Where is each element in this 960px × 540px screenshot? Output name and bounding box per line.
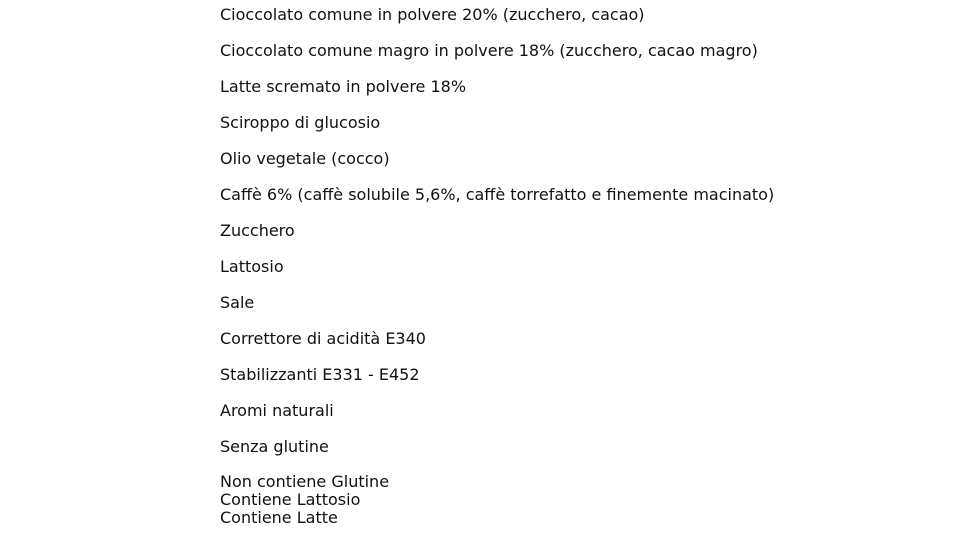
ingredient-item: Cioccolato comune magro in polvere 18% (zucchero, cacao magro) <box>220 41 758 60</box>
ingredient-item: Olio vegetale (cocco) <box>220 149 390 168</box>
ingredient-item: Caffè 6% (caffè solubile 5,6%, caffè torrefatto e finemente macinato) <box>220 185 775 204</box>
ingredient-item: Senza glutine <box>220 437 329 456</box>
allergen-line: Contiene Lattosio <box>220 490 361 509</box>
ingredient-item: Lattosio <box>220 257 284 276</box>
ingredient-item: Sale <box>220 293 255 312</box>
ingredient-list <box>220 5 920 527</box>
ingredient-item: Cioccolato comune in polvere 20% (zucchero, cacao) <box>220 5 645 24</box>
ingredient-item: Aromi naturali <box>220 401 334 420</box>
ingredient-item: Correttore di acidità E340 <box>220 329 426 348</box>
allergen-line: Contiene Latte <box>220 508 338 527</box>
ingredient-item: Stabilizzanti E331 - E452 <box>220 365 420 384</box>
allergen-info <box>220 473 920 527</box>
ingredient-item: Sciroppo di glucosio <box>220 113 381 132</box>
ingredient-item: Zucchero <box>220 221 295 240</box>
allergen-line: Non contiene Glutine <box>220 472 390 491</box>
ingredient-item: Latte scremato in polvere 18% <box>220 77 467 96</box>
